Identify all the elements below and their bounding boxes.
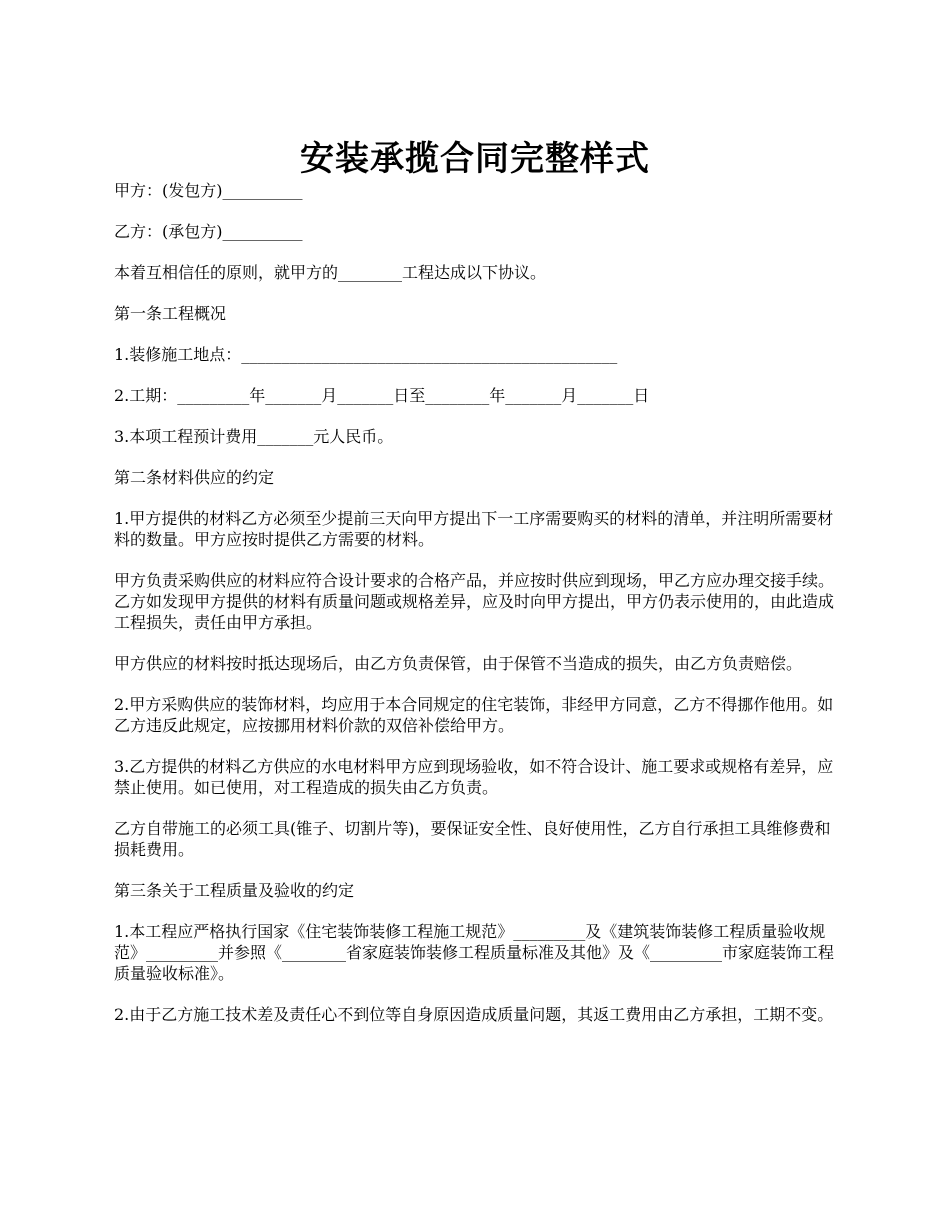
party-b-line: 乙方：(承包方)__________: [114, 222, 303, 241]
section-heading-1: 第一条工程概况: [114, 304, 227, 323]
quality-clause-1: 1.本工程应严格执行国家《住宅装饰装修工程施工规范》_________及《建筑装饰装修工程质量验收规范》_________并参照《________省家庭装饰装修工程质量标准及其他》及《_________市家庭装饰工程质量验收标准》。: [114, 922, 835, 983]
quality-clause-2: 2.由于乙方施工技术差及责任心不到位等自身原因造成质量问题，其返工费用由乙方承担，工期不变。: [114, 1005, 834, 1024]
material-clause-3: 3.乙方提供的材料乙方供应的水电材料甲方应到现场验收，如不符合设计、施工要求或规格有差异，应禁止使用。如已使用，对工程造成的损失由乙方负责。: [114, 757, 834, 797]
document-body: [114, 180, 844, 1045]
party-a-line: 甲方：(发包方)__________: [114, 181, 303, 200]
section-heading-3: 第三条关于工程质量及验收的约定: [114, 881, 355, 900]
document-title: 安装承揽合同完整样式: [300, 138, 650, 179]
material-clause-1: 1.甲方提供的材料乙方必须至少提前三天向甲方提出下一工序需要购买的材料的清单，并注明所需要材料的数量。甲方应按时提供乙方需要的材料。: [114, 509, 834, 549]
section-heading-2: 第二条材料供应的约定: [114, 468, 275, 487]
agreement-intro: 本着互相信任的原则，就甲方的________工程达成以下协议。: [114, 263, 547, 282]
material-clause-storage: 甲方供应的材料按时抵达现场后，由乙方负责保管，由于保管不当造成的损失，由乙方负责赔偿。: [114, 654, 803, 673]
tool-clause: 乙方自带施工的必须工具(锥子、切割片等)，要保证安全性、良好使用性，乙方自行承担工具维修费和损耗费用。: [114, 819, 831, 859]
construction-period: 2.工期：_________年_______月_______日至________年_______月_______日: [114, 386, 650, 405]
material-clause-2: 2.甲方采购供应的装饰材料，均应用于本合同规定的住宅装饰，非经甲方同意，乙方不得挪作他用。如乙方违反此规定，应按挪用材料价款的双倍补偿给甲方。: [114, 695, 834, 735]
estimated-cost: 3.本项工程预计费用_______元人民币。: [114, 427, 394, 446]
construction-location: 1.装修施工地点：_______________________________________________: [114, 345, 618, 364]
material-clause-procurement: 甲方负责采购供应的材料应符合设计要求的合格产品，并应按时供应到现场，甲乙方应办理交接手续。乙方如发现甲方提供的材料有质量问题或规格差异，应及时向甲方提出，甲方仍表示使用的，由此造成工程损失，责任由甲方承担。: [114, 571, 835, 632]
